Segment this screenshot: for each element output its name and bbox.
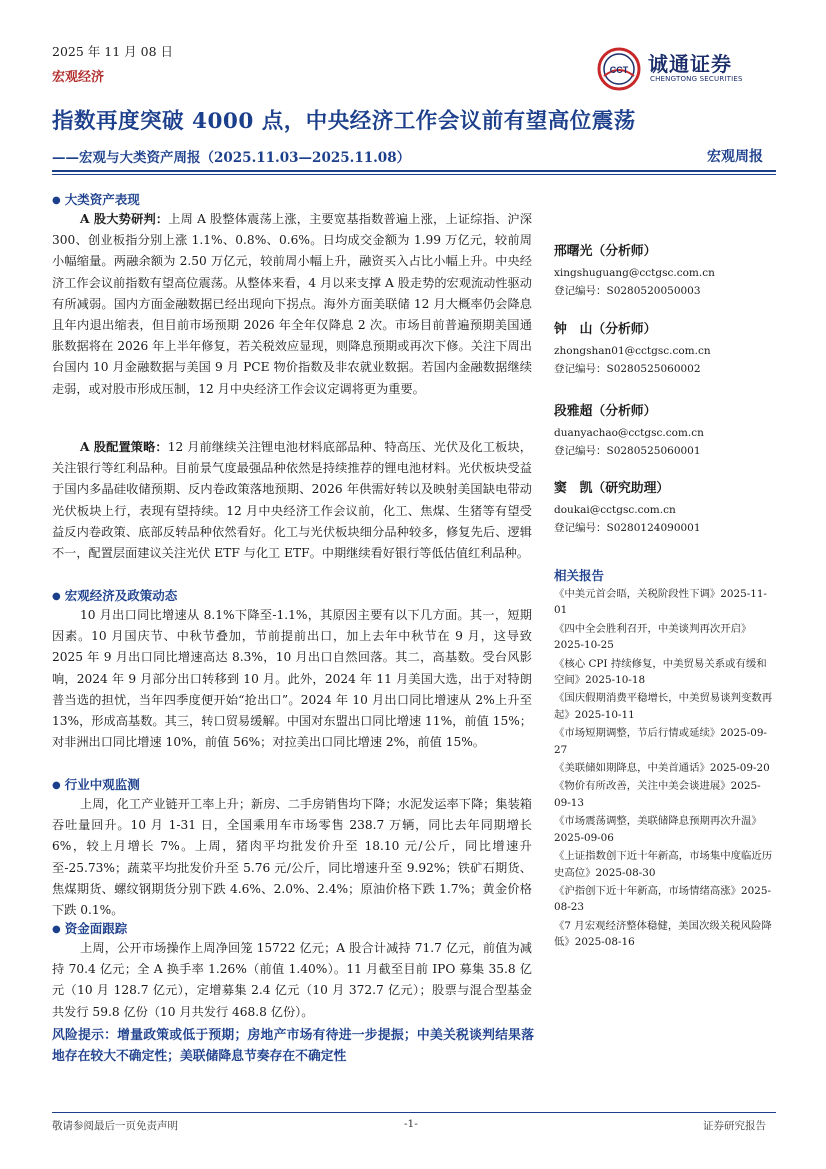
footer-disclaimer[interactable]: 敬请参阅最后一页免责声明: [52, 1120, 178, 1132]
report-type: 宏观周报: [707, 149, 763, 165]
analyst-reg: 登记编号：S0280525060001: [554, 445, 701, 457]
bullet-icon: ●: [52, 780, 61, 791]
analyst-email: doukai@cctgsc.com.cn: [554, 504, 676, 516]
report-category: 宏观经济: [52, 70, 105, 85]
bullet-icon: ●: [52, 924, 61, 935]
company-logo: [596, 46, 642, 92]
asset-text-1: 上周 A 股整体震荡上涨，主要宽基指数普遍上涨，上证综指、沪深 300、创业板指分别上涨 1.1%、0.8%、0.6%。日均成交金额为 1.99 万亿元，较前周小幅缩量。两融余额为 2.50 万亿元，较前周小幅上升，融资买入占比小幅上升。中央经济工作会议前指数有望高位震荡。从整体来看，4 月以来支撑 A 股走势的宏观流动性驱动有所减弱。国内方面金融数据已经出现向下拐点。海外方面美联储 12 月大概率仍会降息且年内退出缩表，但目前市场预期 2026 年全年仅降息 2 次。市场目前普遍预期美国通胀数据将在 2026 年上半年修复，若关税效应显现，则降息预期或再次下修。关注下周出台国内 10 月金融数据与美国 9 月 PCE 物价指数及非农就业数据。若国内金融数据继续走弱，或对股市形成压制，12 月中央经济工作会议定调将更为重要。: [52, 212, 532, 396]
section-heading-industry: ● 行业中观监测: [52, 777, 140, 792]
related-report-link[interactable]: 《四中全会胜利召开，中美谈判再次开启》2025-10-25: [554, 622, 752, 652]
asset-lead-2: A 股配置策略：: [80, 440, 168, 454]
company-name-cn: 诚通证券: [648, 52, 732, 76]
footer-doc-type: 证券研究报告: [703, 1120, 766, 1132]
header-rule: [52, 170, 776, 172]
related-reports-title: 相关报告: [554, 568, 605, 583]
report-title: 指数再度突破 4000 点，中央经济工作会议前有望高位震荡: [52, 109, 636, 134]
analyst-name: 段雅超（分析师）: [554, 404, 657, 419]
related-report-link[interactable]: 《国庆假期消费平稳增长，中美贸易谈判变数再起》2025-10-11: [554, 692, 773, 721]
related-report-link[interactable]: 《中美元首会晤，关税阶段性下调》2025-11-01: [554, 588, 767, 617]
related-report-link[interactable]: 《上证指数创下近十年新高，市场集中度临近历史高位》2025-08-30: [554, 850, 773, 879]
related-report-link[interactable]: 《美联储如期降息，中美首通话》2025-09-20: [554, 762, 770, 775]
related-report-link[interactable]: 《物价有所改善，关注中美会谈进展》2025-09-13: [554, 780, 761, 809]
report-subtitle: ——宏观与大类资产周报（2025.11.03—2025.11.08）: [52, 150, 411, 166]
section-heading-asset: ● 大类资产表现: [52, 192, 140, 207]
related-report-link[interactable]: 《核心 CPI 持续修复，中美贸易关系或有缓和空间》2025-10-18: [554, 657, 767, 687]
related-report-link[interactable]: 《市场震荡调整，美联储降息预期再次升温》2025-09-06: [554, 815, 762, 844]
company-name-en: CHENGTONG SECURITIES: [650, 75, 743, 83]
analyst-card-1: [554, 240, 776, 300]
logo-mark-text: CCT: [609, 65, 629, 75]
risk-warning: 风险提示：增量政策或低于预期；房地产市场有待进一步提振；中美关税谈判结果落地存在较大不确定性；美联储降息节奏存在不确定性: [52, 1028, 534, 1064]
analyst-name: 邢曙光（分析师）: [554, 244, 657, 259]
header-rule-thin: [52, 174, 776, 175]
asset-lead-1: A 股大势研判：: [80, 212, 169, 226]
analyst-card-2: [554, 318, 776, 378]
macro-paragraph: 10 月出口同比增速从 8.1%下降至-1.1%，其原因主要有以下几方面。其一，短期因素。10 月国庆节、中秋节叠加，节前提前出口，加上去年中秋节在 9 月，这导致 2025 年 9 月出口同比增速高达 8.3%，10 月出口自然回落。其二，高基数。受台风影响，2024 年 9 月部分出口转移到 10 月。此外，2024 年 11 月美国大选，出于对特朗普当选的担忧，当年四季度便开始“抢出口”。2024 年 10 月出口同比增速从 2%上升至 13%，形成高基数。其三，转口贸易缓解。中国对东盟出口同比增速 11%，前值 15%；对非洲出口同比增速 10%，前值 56%；对拉美出口同比增速 2%，前值 15%。: [52, 608, 532, 750]
related-reports-list: [554, 586, 776, 953]
bullet-icon: ●: [52, 591, 61, 602]
analyst-reg: 登记编号：S0280520050003: [554, 285, 701, 297]
analyst-card-3: [554, 400, 776, 460]
analyst-card-4: [554, 477, 776, 537]
bullet-icon: ●: [52, 195, 61, 206]
related-report-link[interactable]: 《7 月宏观经济整体稳健，美国次级关税风险降低》2025-08-16: [554, 919, 772, 949]
analyst-name: 钟 山（分析师）: [554, 322, 657, 337]
asset-paragraph-1: [52, 209, 532, 400]
analyst-reg: 登记编号：S0280525060002: [554, 363, 701, 375]
asset-paragraph-2: [52, 437, 532, 564]
page-number: -1-: [404, 1118, 418, 1130]
funds-paragraph: 上周，公开市场操作上周净回笼 15722 亿元；A 股合计减持 71.7 亿元，前值为减持 70.4 亿元；全 A 换手率 1.26%（前值 1.40%）。11 月截至目前 IPO 募集 35.8 亿元（10 月 128.7 亿元），定增募集 2.4 亿元（10 月 372.7 亿元）；股票与混合型基金共发行 59.8 亿份（10 月共发行 468.8 亿份）。: [52, 941, 532, 1019]
logo-mark-icon: [596, 46, 642, 92]
industry-paragraph: 上周，化工产业链开工率上升；新房、二手房销售均下降；水泥发运率下降；集装箱吞吐量回升。10 月 1-31 日，全国乘用车市场零售 238.7 万辆，同比去年同期增长 6%，较上月增长 7%。上周，猪肉平均批发价升至 18.10 元/公斤，同比增速升至-25.73%；蔬菜平均批发价升至 5.76 元/公斤，同比增速升至 9.92%；铁矿石期货、焦煤期货、螺纹钢期货分别下跌 4.6%、2.0%、2.4%；原油价格下跌 1.7%；黄金价格下跌 0.1%。: [52, 797, 532, 918]
analyst-reg: 登记编号：S0280124090001: [554, 522, 701, 534]
asset-text-2: 12 月前继续关注锂电池材料底部品种、特高压、光伏及化工板块，关注银行等红利品种。目前景气度最强品种依然是持续推荐的锂电池材料。光伏板块受益于国内多晶硅收储预期、反内卷政策落地预期、2026 年供需好转以及映射美国缺电带动光伏板块上行，表现有望持续。12 月中央经济工作会议前，化工、焦煤、生猪等有望受益反内卷政策、底部反转品种依然看好。化工与光伏板块细分品种较多，修复先后、逻辑不一，配置层面建议关注光伏 ETF 与化工 ETF。中期继续看好银行等低估值红利品种。: [52, 440, 532, 561]
report-date: 2025 年 11 月 08 日: [52, 44, 173, 59]
analyst-email: duanyachao@cctgsc.com.cn: [554, 427, 704, 439]
related-report-link[interactable]: 《市场短期调整，节后行情或延续》2025-09-27: [554, 727, 767, 756]
section-heading-funds: ● 资金面跟踪: [52, 921, 128, 936]
section-heading-macro: ● 宏观经济及政策动态: [52, 588, 178, 603]
analyst-email: xingshuguang@cctgsc.com.cn: [554, 267, 715, 279]
related-report-link[interactable]: 《沪指创下近十年新高，市场情绪高涨》2025-08-23: [554, 884, 771, 914]
footer-rule: [52, 1112, 776, 1113]
analyst-email: zhongshan01@cctgsc.com.cn: [554, 345, 711, 357]
analyst-name: 窦 凯（研究助理）: [554, 481, 670, 496]
